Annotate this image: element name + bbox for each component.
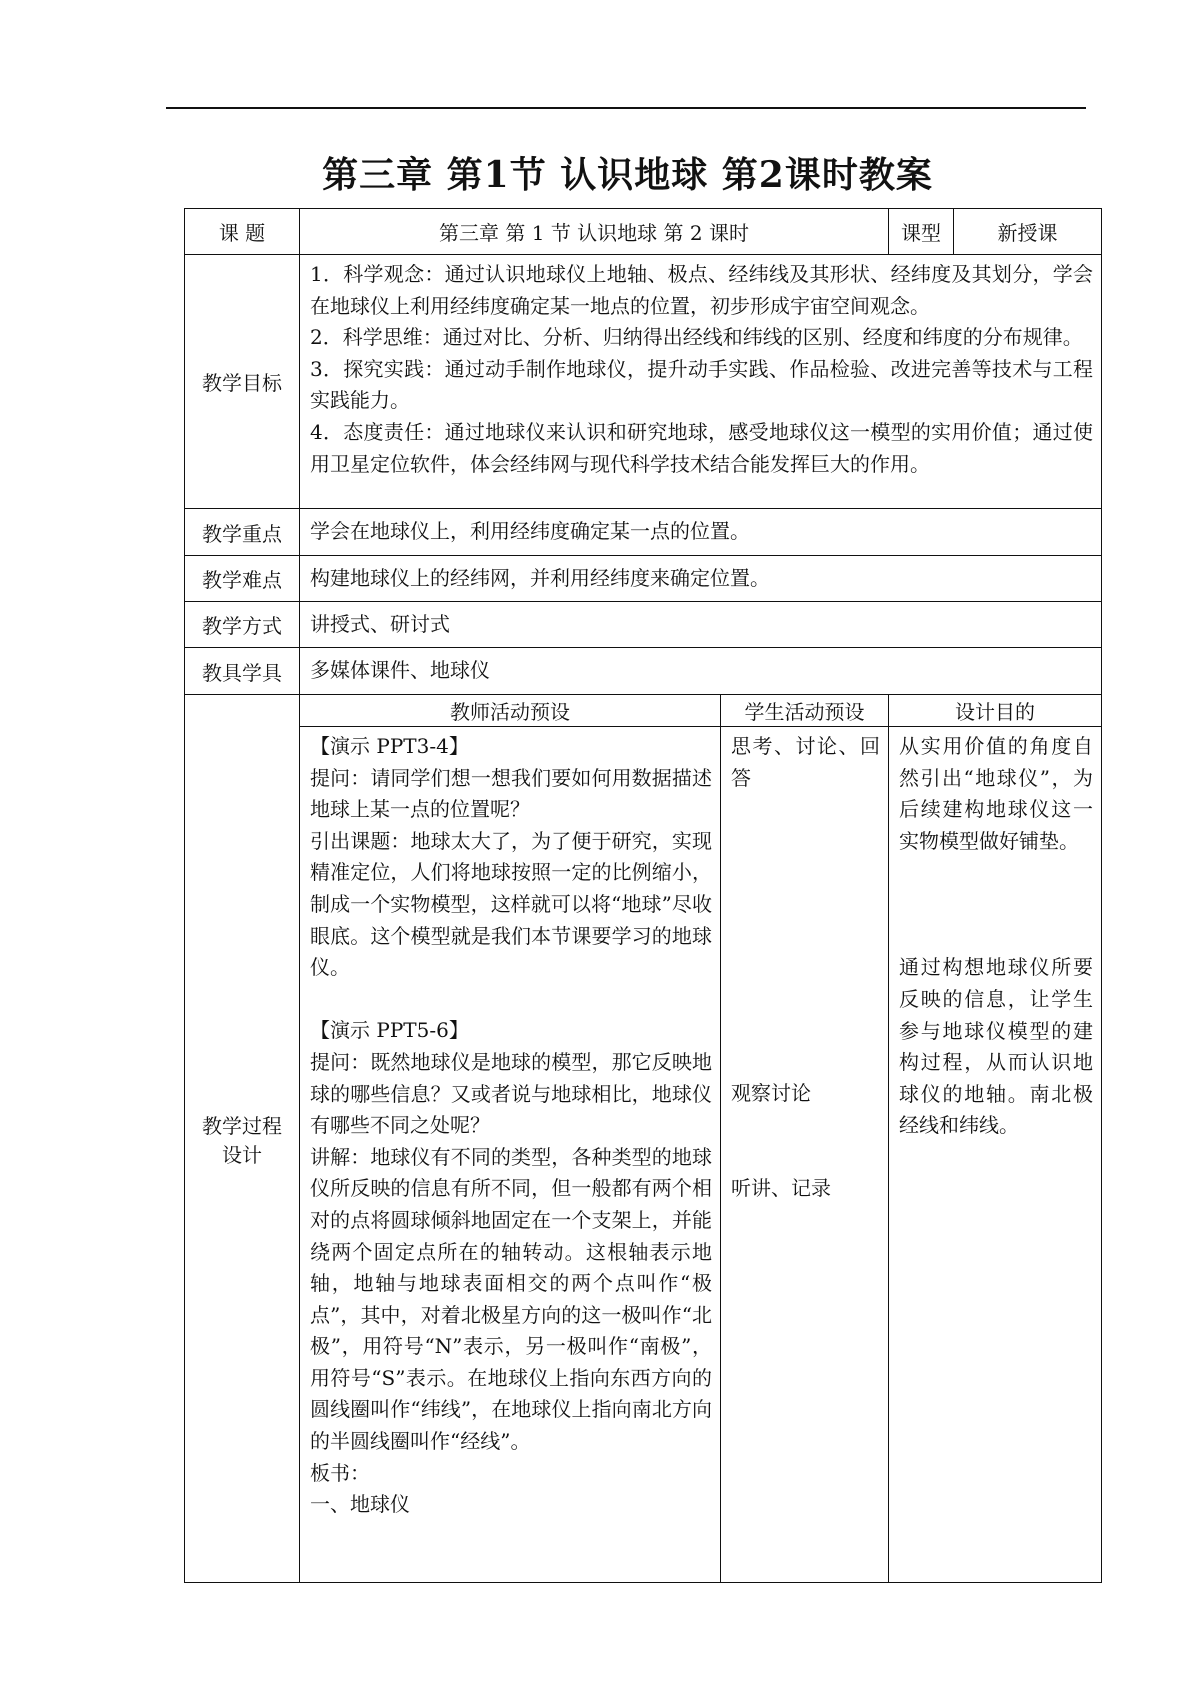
teacher-activity-cell bbox=[300, 727, 721, 1583]
lesson-type-value: 新授课 bbox=[954, 209, 1102, 255]
teacher-intro: 引出课题：地球太大了，为了便于研究，实现精准定位，人们将地球按照一定的比例缩小，制成一个实物模型，这样就可以将“地球”尽收眼底。这个模型就是我们本节课要学习的地球仪。 bbox=[310, 828, 712, 980]
method-row bbox=[185, 602, 1102, 648]
goals-label: 教学目标 bbox=[185, 255, 300, 509]
key-points-row bbox=[185, 509, 1102, 556]
student-activity-2: 观察讨论 bbox=[731, 1081, 811, 1106]
goal-item: 3．探究实践：通过动手制作地球仪，提升动手实践、作品检验、改进完善等技术与工程实践能力。 bbox=[310, 356, 1094, 413]
student-activity-1: 思考、讨论、回答 bbox=[731, 734, 881, 790]
goal-item: 4．态度责任：通过地球仪来认识和研究地球，感受地球仪这一模型的实用价值；通过使用卫星定位软件，体会经纬网与现代科学技术结合能发挥巨大的作用。 bbox=[310, 419, 1094, 476]
teacher-demo-2: 【演示 PPT5-6】 bbox=[310, 1018, 469, 1043]
teacher-activity-header: 教师活动预设 bbox=[300, 695, 721, 727]
topic-value: 第三章 第 1 节 认识地球 第 2 课时 bbox=[300, 209, 889, 255]
board-writing-item: 一、地球仪 bbox=[310, 1492, 410, 1517]
process-label-line: 教学过程 bbox=[202, 1113, 282, 1138]
student-activity-header: 学生活动预设 bbox=[721, 695, 889, 727]
process-content-row bbox=[185, 727, 1102, 1583]
student-activity-cell bbox=[721, 727, 889, 1583]
key-points-label: 教学重点 bbox=[185, 509, 300, 556]
blank-line bbox=[310, 984, 712, 1016]
design-purpose-cell bbox=[889, 727, 1102, 1583]
teacher-question-1: 提问：请同学们想一想我们要如何用数据描述地球上某一点的位置呢？ bbox=[310, 765, 712, 822]
design-purpose-1: 从实用价值的角度自然引出“地球仪”，为后续建构地球仪这一实物模型做好铺垫。 bbox=[899, 734, 1094, 853]
topic-label: 课 题 bbox=[185, 209, 300, 255]
teacher-explanation: 讲解：地球仪有不同的类型，各种类型的地球仪所反映的信息有所不同，但一般都有两个相对的点将圆球倾斜地固定在一个支架上，并能绕两个固定点所在的轴转动。这根轴表示地轴，地轴与地球表面相交的两个点叫作“极点”，其中，对着北极星方向的这一极叫作“北极”，用符号“N”表示，另一极叫作“南极”，用符号“S”表示。在地球仪上指向东西方向的圆线圈叫作“纬线”，在地球仪上指向南北方向的半圆线圈叫作“经线”。 bbox=[310, 1144, 712, 1454]
process-label-line: 设计 bbox=[222, 1142, 262, 1167]
topic-row bbox=[185, 209, 1102, 255]
process-header-row bbox=[185, 695, 1102, 727]
key-points-value: 学会在地球仪上，利用经纬度确定某一点的位置。 bbox=[300, 509, 1102, 556]
difficult-points-value: 构建地球仪上的经纬网，并利用经纬度来确定位置。 bbox=[300, 556, 1102, 602]
process-label bbox=[185, 695, 300, 1583]
teacher-question-2: 提问：既然地球仪是地球的模型，那它反映地球的哪些信息？又或者说与地球相比，地球仪有哪些不同之处呢？ bbox=[310, 1049, 712, 1138]
design-purpose-header: 设计目的 bbox=[889, 695, 1102, 727]
tools-row bbox=[185, 648, 1102, 695]
difficult-points-row bbox=[185, 556, 1102, 602]
goals-content bbox=[300, 255, 1102, 509]
goal-item: 2．科学思维：通过对比、分析、归纳得出经线和纬线的区别、经度和纬度的分布规律。 bbox=[310, 325, 1083, 350]
method-label: 教学方式 bbox=[185, 602, 300, 648]
document-title: 第三章 第1节 认识地球 第2课时教案 bbox=[322, 154, 933, 196]
teacher-demo-1: 【演示 PPT3-4】 bbox=[310, 734, 469, 758]
difficult-points-label: 教学难点 bbox=[185, 556, 300, 602]
goals-row bbox=[185, 255, 1102, 509]
tools-value: 多媒体课件、地球仪 bbox=[300, 648, 1102, 695]
lesson-plan-table bbox=[184, 208, 1102, 1583]
design-purpose-2: 通过构想地球仪所要反映的信息，让学生参与地球仪模型的建构过程，从而认识地球仪的地轴。南北极经线和纬线。 bbox=[899, 955, 1094, 1138]
header-rule bbox=[166, 107, 1086, 109]
method-value: 讲授式、研讨式 bbox=[300, 602, 1102, 648]
goal-item: 1．科学观念：通过认识地球仪上地轴、极点、经纬线及其形状、经纬度及其划分，学会在地球仪上利用经纬度确定某一地点的位置，初步形成宇宙空间观念。 bbox=[310, 262, 1094, 318]
board-writing-label: 板书： bbox=[310, 1460, 370, 1485]
student-activity-3: 听讲、记录 bbox=[731, 1175, 831, 1200]
lesson-type-label: 课型 bbox=[889, 209, 954, 255]
tools-label: 教具学具 bbox=[185, 648, 300, 695]
